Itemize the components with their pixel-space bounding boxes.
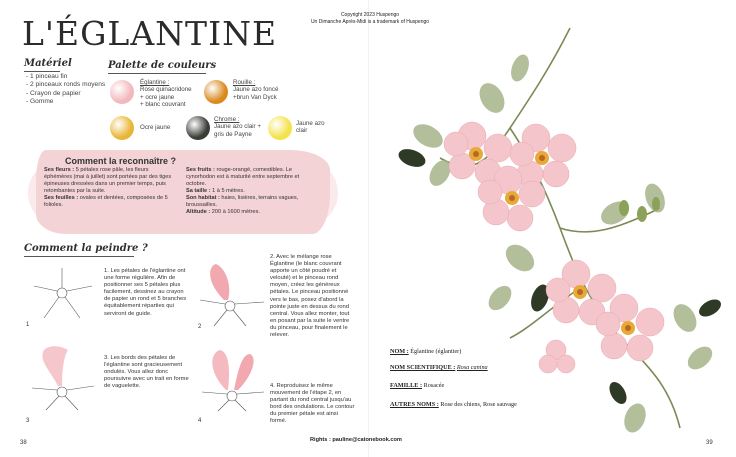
how-heading: Comment la peindre ? bbox=[24, 243, 148, 254]
fact-size: Sa taille : 1 à 5 mètres. bbox=[186, 188, 245, 194]
materiel-list bbox=[26, 73, 105, 106]
palette-label-chrome bbox=[214, 116, 261, 138]
palette-underline bbox=[108, 73, 206, 74]
materiel-underline bbox=[24, 71, 60, 72]
fact-fruits: Ses fruits : rouge-orangé, comestibles. Le cynorhodon est à maturité entre septembre et octobre. bbox=[186, 167, 300, 187]
list-item: - Gomme bbox=[26, 97, 54, 105]
page-divider bbox=[368, 0, 369, 457]
page-number-right: 39 bbox=[706, 440, 713, 446]
step-4-figure bbox=[198, 340, 268, 412]
color-name: Chrome : bbox=[214, 116, 240, 123]
info-nom-scientifique: NOM SCIENTIFIQUE : Rosa canina bbox=[390, 364, 488, 371]
color-desc: Rose quinacridone bbox=[140, 86, 192, 94]
info-nom: NOM : Églantine (églantier) bbox=[390, 348, 462, 355]
palette-label-rouille bbox=[233, 79, 278, 101]
color-name: Églantine : bbox=[140, 79, 170, 86]
page-number-left: 38 bbox=[20, 440, 27, 446]
info-autres-noms: AUTRES NOMS : Rose des chiens, Rose sauvage bbox=[390, 401, 517, 408]
copyright-line: Copyright 2023 Huspengo bbox=[340, 12, 400, 18]
color-desc: +brun Van Dyck bbox=[233, 93, 277, 101]
palette-heading: Palette de couleurs bbox=[108, 60, 217, 71]
list-item: - 2 pinceaux ronds moyens bbox=[26, 81, 106, 89]
step-4-text: 4. Reproduisez le même mouvement de l'étape 2, en partant du rond central jusqu'au bord des ondulations. Le contour du premier pétale est ainsi formé. bbox=[270, 383, 355, 425]
recognize-left-column bbox=[44, 167, 176, 209]
fact-leaves: Ses feuilles : ovales et dentées, composées de 5 folioles. bbox=[44, 195, 168, 208]
figure-label: 4 bbox=[198, 418, 202, 424]
color-name: Rouille : bbox=[233, 79, 256, 86]
swatch-chrome bbox=[186, 116, 210, 140]
trademark-line: Un Dimanche Après-Midi is a trademark of Huspengo bbox=[310, 18, 430, 25]
color-desc: + ocre jaune bbox=[140, 93, 175, 101]
color-desc: clair bbox=[296, 127, 308, 135]
figure-label: 1 bbox=[26, 322, 30, 328]
step-3-text: 3. Les bords des pétales de l'églantine sont gracieusement ondulés. Vous allez donc poursuivre avec un trait en forme de vaguelette. bbox=[104, 355, 189, 390]
materiel-heading: Matériel bbox=[24, 58, 72, 69]
step-1-text: 1. Les pétales de l'églantine ont une forme régulière. Afin de positionner ses 5 pétales plus facilement, dessinez au crayon de papier un rond et 5 branches équitablement réparties qui serviront de guide. bbox=[104, 268, 187, 317]
how-underline bbox=[24, 256, 134, 257]
list-item: - 1 pinceau fin bbox=[26, 73, 68, 80]
palette-label-jaune-azo bbox=[296, 120, 325, 135]
figure-label: 2 bbox=[198, 324, 202, 330]
step-3-figure bbox=[28, 340, 98, 412]
color-desc: + blanc couvrant bbox=[140, 101, 186, 109]
step-2-figure bbox=[198, 262, 268, 330]
recognize-right-column bbox=[186, 167, 316, 216]
figure-label: 3 bbox=[26, 418, 30, 424]
palette-label-eglantine bbox=[140, 79, 192, 109]
fact-habitat: Son habitat : haies, lisières, terrains vagues, broussailles. bbox=[186, 195, 299, 208]
list-item: - Crayon de papier bbox=[26, 89, 81, 97]
info-famille: FAMILLE : Rosacée bbox=[390, 382, 445, 389]
step-2-text: 2. Avec le mélange rose Églantine (le blanc couvrant apporte un côté poudré et velouté) et le pinceau rond moyen, créez les généreux pétales. Le pinceau positionné vers le bas, posez d'abord la pointe juste en dessus du rond central. Vous allez monter, tout en posant par la suite le ventre du pinceau, pour finalement le relever. bbox=[270, 254, 350, 339]
palette-label-ocre bbox=[140, 124, 170, 131]
fact-flowers: Ses fleurs : 5 pétales rose pâle, les fleurs éphémères (mai à juillet) sont portées par des tiges épineuses dressées dans un premier temps, puis retombantes par la suite. bbox=[44, 167, 172, 194]
color-desc: Jaune azo clair + bbox=[214, 123, 261, 131]
step-1-figure bbox=[28, 266, 98, 324]
fact-altitude: Altitude : 200 à 1600 mètres. bbox=[186, 209, 261, 215]
color-name: Ocre jaune bbox=[140, 124, 171, 131]
color-name: Jaune azo bbox=[296, 120, 325, 127]
swatch-rouille bbox=[204, 80, 228, 104]
rights-notice: Rights : pauline@catonebook.com bbox=[310, 437, 402, 443]
swatch-jaune-azo bbox=[268, 116, 292, 140]
recognize-title: Comment la reconnaître ? bbox=[65, 156, 177, 166]
swatch-eglantine bbox=[110, 80, 134, 104]
page-title: L'ÉGLANTINE bbox=[22, 14, 278, 53]
color-desc: Jaune azo foncé bbox=[233, 86, 279, 94]
swatch-ocre-jaune bbox=[110, 116, 134, 140]
color-desc: gris de Payne bbox=[214, 130, 252, 138]
